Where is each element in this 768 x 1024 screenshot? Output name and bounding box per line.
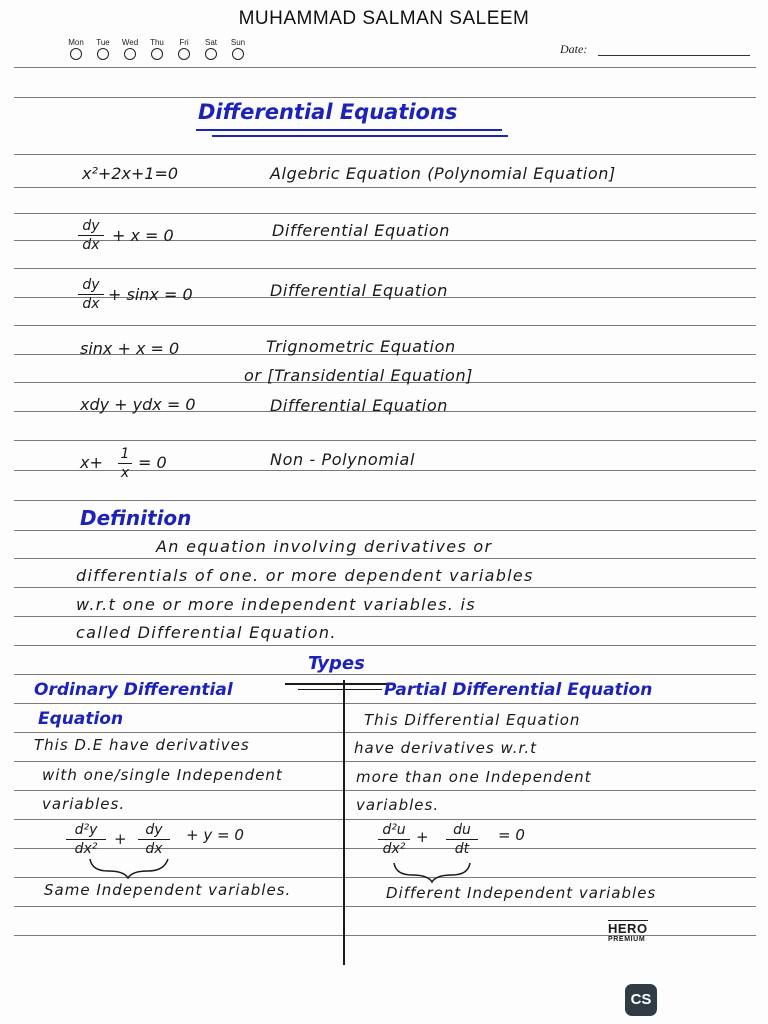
fraction-numerator: 1 [120,446,130,462]
ruled-line [14,703,756,704]
day-tue[interactable] [91,38,115,60]
example-equation-rest: + sinx = 0 [108,285,193,304]
example-label: Trignometric Equation [266,337,456,356]
ruled-line [14,530,756,531]
ruled-line [14,213,756,214]
hero-premium-logo [608,920,648,944]
day-mon[interactable] [64,38,88,60]
fraction-denominator: dx [82,237,100,253]
fraction-numerator: dy [82,218,100,234]
types-heading: Types [308,653,365,674]
fraction-denominator: dx² [382,841,406,857]
types-bar [298,689,382,690]
ode-description: This D.E have derivatives [34,736,250,754]
day-circle [232,48,244,60]
pde-description: This Differential Equation [364,711,581,729]
example-equation: sinx + x = 0 [80,339,180,358]
ode-description: with one/single Independent [42,766,283,784]
example-equation: xdy + ydx = 0 [80,395,196,414]
definition-line: An equation involving derivatives or [156,537,493,556]
day-label: Sat [204,38,217,47]
ruled-line [14,587,756,588]
example-label-alt: or [Transidential Equation] [244,366,474,385]
ruled-line [14,500,756,501]
ruled-line [14,819,756,820]
ruled-line [14,732,756,733]
day-wed[interactable] [118,38,142,60]
column-divider [343,680,345,965]
fraction-numerator: du [453,822,471,838]
derivative-fraction [78,277,104,312]
day-circle [70,48,82,60]
day-fri[interactable] [172,38,196,60]
equation-rest: = 0 [498,826,525,844]
ode-title: Ordinary Differential [34,680,233,700]
ruled-line [14,325,756,326]
fraction-denominator: dx [82,296,100,312]
date-label: Date: [560,42,588,56]
example-label: Differential Equation [272,221,450,240]
second-derivative-fraction [378,822,410,857]
day-sat[interactable] [199,38,223,60]
day-label: Tue [96,38,110,47]
pde-description: variables. [356,796,440,814]
fraction-denominator: dx² [74,841,98,857]
types-bar [285,683,395,685]
ruled-line [14,674,756,675]
definition-heading: Definition [80,506,192,530]
derivative-fraction [78,218,104,253]
ruled-line [14,440,756,441]
example-equation-rest: + x = 0 [112,226,174,245]
second-derivative-fraction [66,822,106,857]
day-sun[interactable] [226,38,250,60]
ruled-line [14,906,756,907]
example-equation: x²+2x+1=0 [82,164,179,183]
day-label: Thu [150,38,164,47]
day-circle [178,48,190,60]
ruled-line [14,558,756,559]
pde-note: Different Independent variables [386,884,657,902]
fraction-numerator: dy [145,822,163,838]
camscanner-badge-icon: CS [625,984,657,1016]
day-label: Wed [121,38,139,47]
day-circle [124,48,136,60]
title-underline [212,135,508,137]
fraction-numerator: d²u [382,822,406,838]
page-title: Differential Equations [198,100,458,124]
day-thu[interactable] [145,38,169,60]
logo-tier: PREMIUM [608,936,646,943]
example-equation-rest: = 0 [138,453,167,472]
page-header-name: MUHAMMAD SALMAN SALEEM [238,8,530,29]
fraction-denominator: dx [145,841,163,857]
day-label: Sun [230,38,246,47]
pde-title: Partial Differential Equation [384,680,653,700]
example-label: Non - Polynomial [270,450,416,469]
day-circle [205,48,217,60]
ode-description: variables. [42,795,126,813]
title-underline [196,129,502,131]
ruled-line [14,268,756,269]
ruled-line [14,761,756,762]
day-label: Fri [179,38,189,47]
derivative-fraction [446,822,478,857]
equation-rest: + y = 0 [186,826,244,844]
curly-brace [392,860,472,884]
fraction-numerator: d²y [74,822,98,838]
ode-title: Equation [38,709,124,729]
pde-description: more than one Independent [356,768,592,786]
example-label: Algebric Equation (Polynomial Equation] [270,164,616,183]
example-label: Differential Equation [270,396,448,415]
ruled-line [14,645,756,646]
pde-description: have derivatives w.r.t [354,739,537,757]
example-label: Differential Equation [270,281,448,300]
day-label: Mon [68,38,84,47]
ruled-line [14,97,756,98]
ruled-line [14,616,756,617]
fraction-denominator: dt [454,841,470,857]
plus-sign: + [114,830,127,848]
ruled-line [14,154,756,155]
weekday-selector [64,38,250,60]
fraction-denominator: x [120,465,130,481]
ruled-line [14,67,756,68]
day-circle [151,48,163,60]
example-equation-lead: x+ [80,453,103,472]
derivative-fraction [138,822,170,857]
ode-note: Same Independent variables. [44,881,292,899]
definition-line: differentials of one. or more dependent variables [76,566,534,585]
ruled-line [14,187,756,188]
ruled-line [14,790,756,791]
date-field[interactable] [598,55,750,56]
plus-sign: + [416,828,429,846]
logo-brand: HERO [608,921,648,936]
day-circle [97,48,109,60]
fraction-numerator: dy [82,277,100,293]
curly-brace [88,856,170,880]
definition-line: w.r.t one or more independent variables. is [76,595,476,614]
reciprocal-fraction [118,446,132,481]
definition-line: called Differential Equation. [76,623,337,642]
